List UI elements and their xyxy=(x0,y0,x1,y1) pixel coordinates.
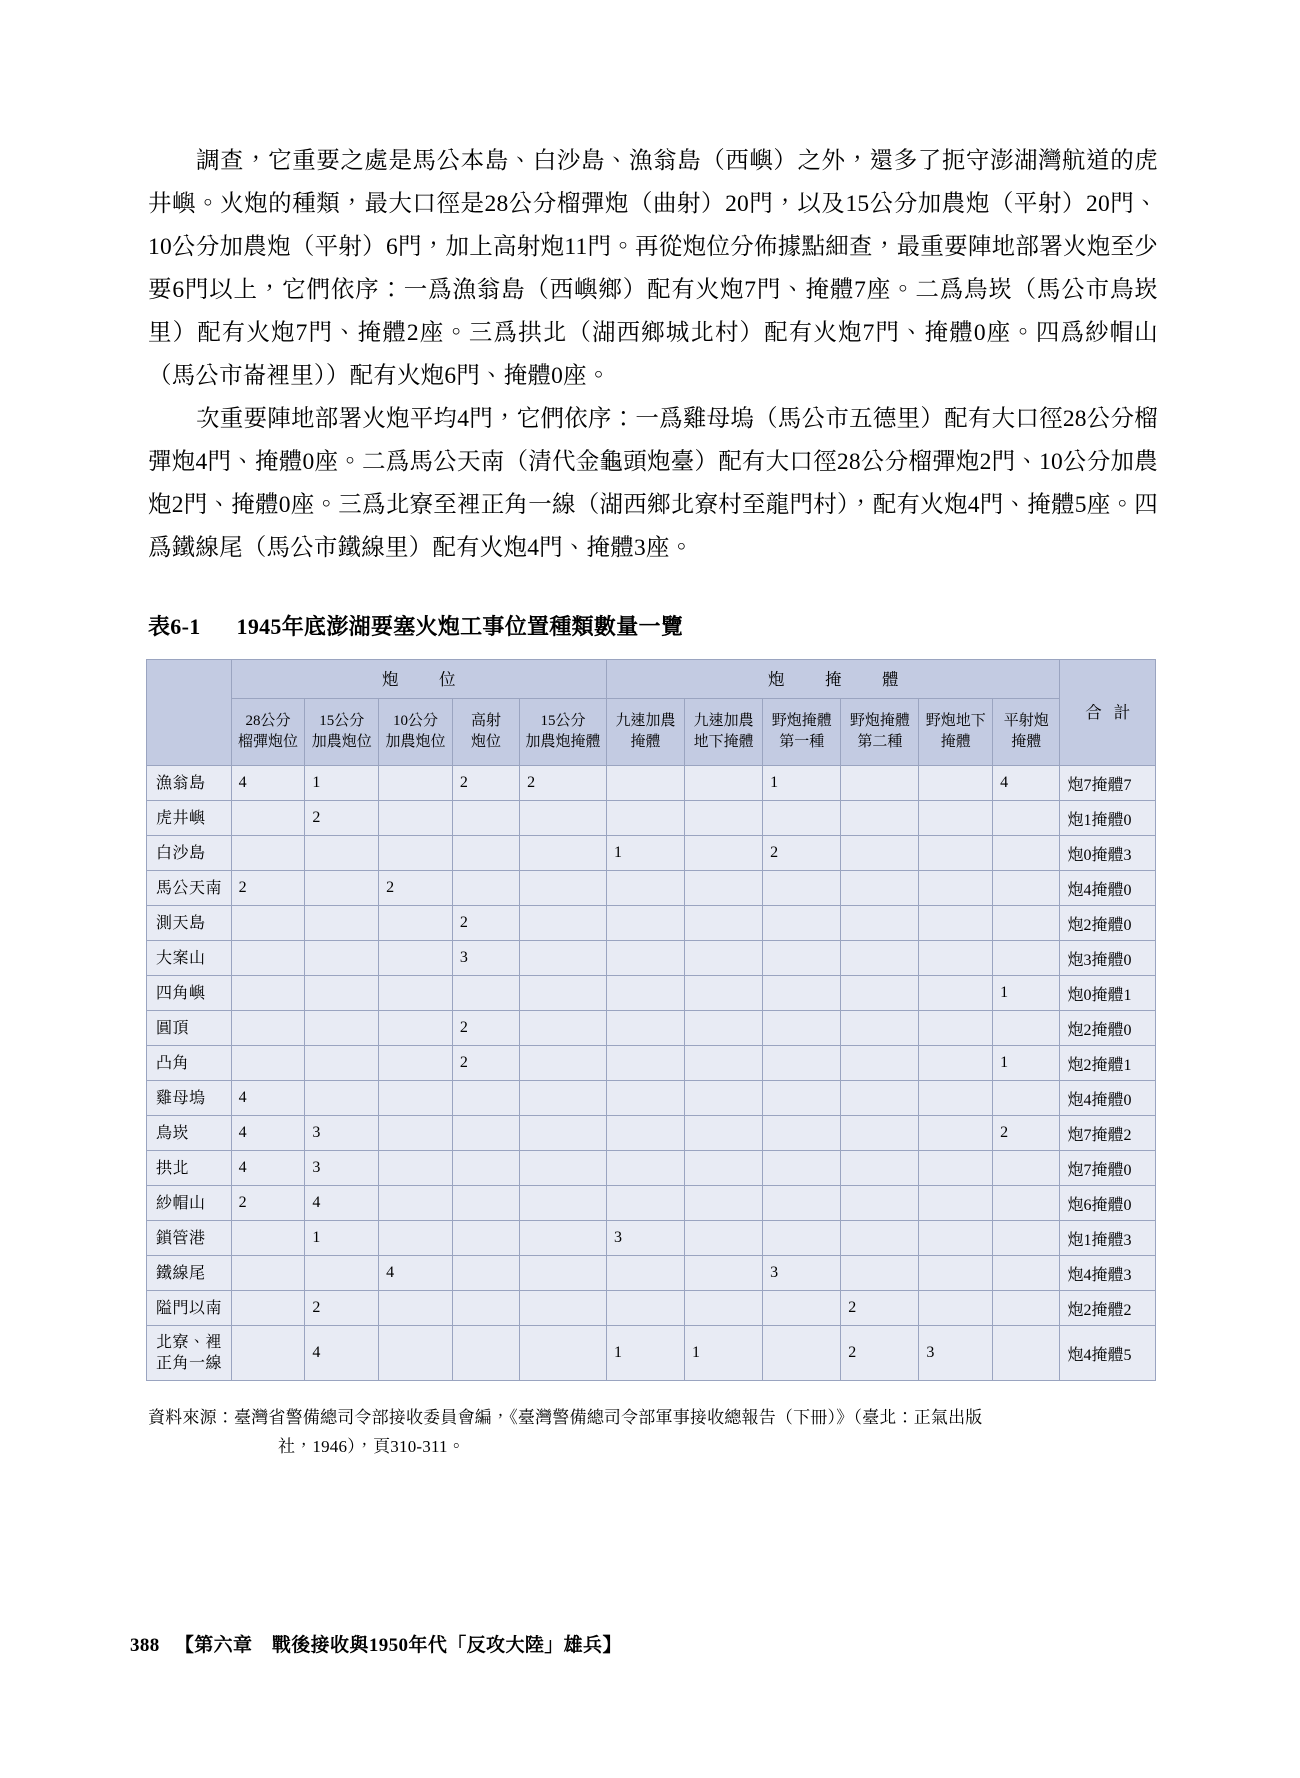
cell-value xyxy=(231,801,305,836)
cell-value xyxy=(520,1256,607,1291)
cell-value: 3 xyxy=(305,1116,379,1151)
cell-value xyxy=(231,1291,305,1326)
cell-value xyxy=(606,1151,684,1186)
column-header-3: 10公分 加農炮位 xyxy=(379,699,453,766)
cell-value xyxy=(305,1011,379,1046)
table-row xyxy=(147,1221,1156,1256)
row-label: 鳥崁 xyxy=(147,1116,232,1151)
cell-value xyxy=(919,1011,993,1046)
cell-value xyxy=(452,1116,519,1151)
cell-value xyxy=(520,1221,607,1256)
row-total: 炮7掩體7 xyxy=(1060,766,1156,801)
cell-value xyxy=(841,941,919,976)
cell-value xyxy=(379,976,453,1011)
column-header-6: 九速加農 掩體 xyxy=(606,699,684,766)
table-body xyxy=(147,766,1156,1381)
table-row xyxy=(147,941,1156,976)
cell-value xyxy=(379,1326,453,1381)
column-header-5: 15公分 加農炮掩體 xyxy=(520,699,607,766)
row-total: 炮6掩體0 xyxy=(1060,1186,1156,1221)
cell-value xyxy=(685,1081,763,1116)
cell-value xyxy=(685,1221,763,1256)
source-line-1: 臺灣省警備總司令部接收委員會編，《臺灣警備總司令部軍事接收總報告（下冊）》（臺北：正氣出版 xyxy=(234,1408,983,1427)
cell-value xyxy=(520,1151,607,1186)
table-container xyxy=(146,659,1158,1381)
cell-value xyxy=(685,1046,763,1081)
row-total: 炮4掩體0 xyxy=(1060,1081,1156,1116)
cell-value xyxy=(231,836,305,871)
cell-value xyxy=(685,836,763,871)
row-label: 北寮、裡 正角一線 xyxy=(147,1326,232,1381)
cell-value xyxy=(305,976,379,1011)
cell-value: 1 xyxy=(606,836,684,871)
cell-value xyxy=(685,1256,763,1291)
cell-value xyxy=(379,1186,453,1221)
cell-value xyxy=(763,801,841,836)
row-total: 炮3掩體0 xyxy=(1060,941,1156,976)
cell-value xyxy=(606,1291,684,1326)
cell-value xyxy=(841,836,919,871)
cell-value xyxy=(379,1151,453,1186)
cell-value xyxy=(606,906,684,941)
cell-value: 1 xyxy=(685,1326,763,1381)
cell-value xyxy=(841,906,919,941)
cell-value xyxy=(452,836,519,871)
cell-value xyxy=(763,976,841,1011)
cell-value: 4 xyxy=(305,1326,379,1381)
table-row xyxy=(147,1291,1156,1326)
column-header-8: 野炮掩體 第一種 xyxy=(763,699,841,766)
table-group-header-row xyxy=(147,660,1156,699)
cell-value xyxy=(763,1326,841,1381)
cell-value xyxy=(305,836,379,871)
cell-value xyxy=(993,871,1060,906)
cell-value: 2 xyxy=(452,766,519,801)
source-line-2: 社，1946），頁310-311。 xyxy=(278,1437,465,1456)
cell-value xyxy=(452,1291,519,1326)
row-total: 炮2掩體0 xyxy=(1060,906,1156,941)
row-label: 鐵線尾 xyxy=(147,1256,232,1291)
cell-value xyxy=(520,871,607,906)
group-header-total: 合計 xyxy=(1060,660,1156,766)
cell-value xyxy=(520,906,607,941)
cell-value xyxy=(231,1221,305,1256)
cell-value xyxy=(606,941,684,976)
cell-value xyxy=(520,1291,607,1326)
cell-value xyxy=(452,1186,519,1221)
table-sub-header-row xyxy=(147,699,1156,766)
cell-value xyxy=(606,1081,684,1116)
row-total: 炮4掩體0 xyxy=(1060,871,1156,906)
cell-value xyxy=(606,766,684,801)
table-row xyxy=(147,906,1156,941)
row-label: 馬公天南 xyxy=(147,871,232,906)
cell-value xyxy=(763,871,841,906)
cell-value xyxy=(841,871,919,906)
cell-value xyxy=(520,1326,607,1381)
cell-value: 3 xyxy=(305,1151,379,1186)
row-label: 漁翁島 xyxy=(147,766,232,801)
row-label: 圓頂 xyxy=(147,1011,232,1046)
table-row xyxy=(147,1046,1156,1081)
cell-value xyxy=(763,1081,841,1116)
row-label: 白沙島 xyxy=(147,836,232,871)
cell-value: 1 xyxy=(763,766,841,801)
cell-value xyxy=(379,1081,453,1116)
cell-value: 1 xyxy=(305,766,379,801)
cell-value xyxy=(606,1046,684,1081)
cell-value: 1 xyxy=(993,976,1060,1011)
cell-value xyxy=(919,941,993,976)
column-header-9: 野炮掩體 第二種 xyxy=(841,699,919,766)
table-row xyxy=(147,1326,1156,1381)
cell-value xyxy=(379,1116,453,1151)
table-row xyxy=(147,1256,1156,1291)
cell-value xyxy=(520,1186,607,1221)
cell-value: 4 xyxy=(231,1151,305,1186)
cell-value xyxy=(919,1046,993,1081)
cell-value: 2 xyxy=(452,906,519,941)
cell-value: 2 xyxy=(379,871,453,906)
row-label: 虎井嶼 xyxy=(147,801,232,836)
cell-value xyxy=(379,766,453,801)
cell-value xyxy=(919,1221,993,1256)
cell-value xyxy=(685,906,763,941)
cell-value: 2 xyxy=(841,1326,919,1381)
cell-value xyxy=(685,801,763,836)
cell-value xyxy=(919,1116,993,1151)
cell-value xyxy=(452,1256,519,1291)
cell-value xyxy=(763,1221,841,1256)
cell-value xyxy=(993,1081,1060,1116)
cell-value xyxy=(305,871,379,906)
row-total: 炮1掩體0 xyxy=(1060,801,1156,836)
cell-value xyxy=(685,976,763,1011)
cell-value xyxy=(993,1221,1060,1256)
page-footer xyxy=(130,1630,622,1657)
row-label: 大案山 xyxy=(147,941,232,976)
column-header-1: 28公分 榴彈炮位 xyxy=(231,699,305,766)
cell-value: 2 xyxy=(231,871,305,906)
cell-value xyxy=(231,906,305,941)
group-header-gun-shelters: 炮 掩 體 xyxy=(606,660,1060,699)
cell-value: 2 xyxy=(452,1046,519,1081)
row-total: 炮7掩體0 xyxy=(1060,1151,1156,1186)
cell-value: 2 xyxy=(305,1291,379,1326)
cell-value xyxy=(606,801,684,836)
table-row xyxy=(147,801,1156,836)
cell-value xyxy=(919,801,993,836)
cell-value xyxy=(379,1221,453,1256)
row-total: 炮0掩體1 xyxy=(1060,976,1156,1011)
cell-value: 2 xyxy=(520,766,607,801)
cell-value xyxy=(231,1256,305,1291)
cell-value xyxy=(606,1186,684,1221)
cell-value xyxy=(685,1011,763,1046)
cell-value xyxy=(379,941,453,976)
cell-value xyxy=(452,1326,519,1381)
cell-value xyxy=(606,976,684,1011)
row-total: 炮1掩體3 xyxy=(1060,1221,1156,1256)
cell-value: 3 xyxy=(919,1326,993,1381)
table-caption-title: 1945年底澎湖要塞火炮工事位置種類數量一覽 xyxy=(236,614,684,639)
group-header-gun-positions: 炮 位 xyxy=(231,660,606,699)
cell-value xyxy=(841,1221,919,1256)
cell-value: 2 xyxy=(305,801,379,836)
table-caption xyxy=(148,610,1158,641)
row-label: 雞母塢 xyxy=(147,1081,232,1116)
row-label: 隘門以南 xyxy=(147,1291,232,1326)
column-header-2: 15公分 加農炮位 xyxy=(305,699,379,766)
cell-value: 4 xyxy=(993,766,1060,801)
cell-value xyxy=(841,801,919,836)
cell-value xyxy=(379,1011,453,1046)
cell-value xyxy=(452,801,519,836)
cell-value xyxy=(520,836,607,871)
cell-value xyxy=(841,1011,919,1046)
cell-value xyxy=(305,1256,379,1291)
cell-value xyxy=(763,1011,841,1046)
column-header-10: 野炮地下 掩體 xyxy=(919,699,993,766)
cell-value xyxy=(452,976,519,1011)
cell-value xyxy=(841,1186,919,1221)
artillery-table xyxy=(146,659,1156,1381)
cell-value xyxy=(685,1186,763,1221)
cell-value xyxy=(452,871,519,906)
cell-value xyxy=(919,766,993,801)
cell-value xyxy=(993,1011,1060,1046)
cell-value xyxy=(763,1116,841,1151)
cell-value xyxy=(231,1326,305,1381)
table-row xyxy=(147,1151,1156,1186)
table-row xyxy=(147,976,1156,1011)
cell-value xyxy=(919,976,993,1011)
table-row xyxy=(147,871,1156,906)
cell-value: 3 xyxy=(763,1256,841,1291)
cell-value xyxy=(993,1326,1060,1381)
cell-value xyxy=(993,906,1060,941)
row-label: 測天島 xyxy=(147,906,232,941)
cell-value xyxy=(379,801,453,836)
cell-value xyxy=(841,976,919,1011)
cell-value xyxy=(685,1151,763,1186)
cell-value xyxy=(685,1116,763,1151)
row-label: 鎖管港 xyxy=(147,1221,232,1256)
cell-value xyxy=(685,941,763,976)
table-corner-cell xyxy=(147,660,232,766)
cell-value xyxy=(606,1256,684,1291)
source-text xyxy=(234,1403,1158,1461)
cell-value xyxy=(520,1011,607,1046)
cell-value xyxy=(993,801,1060,836)
page-content xyxy=(148,140,1158,1461)
cell-value xyxy=(606,1011,684,1046)
cell-value xyxy=(919,1081,993,1116)
cell-value xyxy=(763,1186,841,1221)
cell-value: 4 xyxy=(231,1081,305,1116)
cell-value xyxy=(919,1186,993,1221)
source-label: 資料來源： xyxy=(148,1408,234,1427)
cell-value xyxy=(919,871,993,906)
row-total: 炮0掩體3 xyxy=(1060,836,1156,871)
cell-value xyxy=(379,1291,453,1326)
cell-value xyxy=(379,836,453,871)
footer-chapter-title: 【第六章 戰後接收與1950年代「反攻大陸」雄兵】 xyxy=(174,1635,622,1656)
cell-value xyxy=(305,1046,379,1081)
cell-value xyxy=(763,1046,841,1081)
cell-value: 1 xyxy=(993,1046,1060,1081)
cell-value xyxy=(919,1291,993,1326)
cell-value xyxy=(993,1151,1060,1186)
cell-value: 2 xyxy=(452,1011,519,1046)
cell-value xyxy=(520,1081,607,1116)
cell-value xyxy=(305,1081,379,1116)
cell-value xyxy=(993,941,1060,976)
table-row xyxy=(147,1081,1156,1116)
cell-value xyxy=(993,1291,1060,1326)
cell-value xyxy=(305,941,379,976)
cell-value xyxy=(379,906,453,941)
cell-value xyxy=(841,766,919,801)
table-head xyxy=(147,660,1156,766)
cell-value xyxy=(763,1151,841,1186)
cell-value: 1 xyxy=(606,1326,684,1381)
cell-value xyxy=(919,1151,993,1186)
cell-value: 4 xyxy=(231,1116,305,1151)
cell-value xyxy=(231,941,305,976)
cell-value xyxy=(606,871,684,906)
cell-value xyxy=(841,1256,919,1291)
table-row xyxy=(147,1116,1156,1151)
row-total: 炮4掩體5 xyxy=(1060,1326,1156,1381)
row-total: 炮7掩體2 xyxy=(1060,1116,1156,1151)
cell-value xyxy=(685,871,763,906)
table-row xyxy=(147,1186,1156,1221)
column-header-4: 高射 炮位 xyxy=(452,699,519,766)
cell-value xyxy=(520,801,607,836)
cell-value: 1 xyxy=(305,1221,379,1256)
cell-value xyxy=(452,1221,519,1256)
row-total: 炮2掩體2 xyxy=(1060,1291,1156,1326)
cell-value xyxy=(231,976,305,1011)
table-caption-number: 表6-1 xyxy=(148,614,201,639)
cell-value: 4 xyxy=(231,766,305,801)
cell-value xyxy=(231,1046,305,1081)
body-paragraph-1: 調查，它重要之處是馬公本島、白沙島、漁翁島（西嶼）之外，還多了扼守澎湖灣航道的虎井嶼。火炮的種類，最大口徑是28公分榴彈炮（曲射）20門，以及15公分加農炮（平射）20門、10公分加農炮（平射）6門，加上高射炮11門。再從炮位分佈據點細查，最重要陣地部署火炮至少要6門以上，它們依序：一爲漁翁島（西嶼鄉）配有火炮7門、掩體7座。二爲鳥崁（馬公市鳥崁里）配有火炮7門、掩體2座。三爲拱北（湖西鄉城北村）配有火炮7門、掩體0座。四爲紗帽山（馬公市崙裡里））配有火炮6門、掩體0座。 xyxy=(148,148,1158,389)
cell-value xyxy=(841,1151,919,1186)
cell-value xyxy=(919,1256,993,1291)
cell-value xyxy=(606,1116,684,1151)
cell-value xyxy=(993,836,1060,871)
cell-value xyxy=(841,1116,919,1151)
cell-value xyxy=(520,941,607,976)
cell-value xyxy=(520,1116,607,1151)
cell-value: 2 xyxy=(993,1116,1060,1151)
cell-value xyxy=(685,766,763,801)
cell-value xyxy=(919,906,993,941)
cell-value xyxy=(841,1081,919,1116)
cell-value xyxy=(763,941,841,976)
cell-value: 3 xyxy=(606,1221,684,1256)
cell-value xyxy=(452,1081,519,1116)
cell-value xyxy=(763,1291,841,1326)
cell-value xyxy=(520,1046,607,1081)
row-total: 炮2掩體1 xyxy=(1060,1046,1156,1081)
cell-value xyxy=(919,836,993,871)
cell-value xyxy=(993,1256,1060,1291)
cell-value xyxy=(379,1046,453,1081)
footer-page-number: 388 xyxy=(130,1635,160,1656)
cell-value xyxy=(452,1151,519,1186)
row-label: 四角嶼 xyxy=(147,976,232,1011)
cell-value: 2 xyxy=(841,1291,919,1326)
column-header-11: 平射炮 掩體 xyxy=(993,699,1060,766)
cell-value xyxy=(305,906,379,941)
cell-value xyxy=(685,1291,763,1326)
column-header-7: 九速加農 地下掩體 xyxy=(685,699,763,766)
row-total: 炮2掩體0 xyxy=(1060,1011,1156,1046)
table-row xyxy=(147,836,1156,871)
body-paragraph-2: 次重要陣地部署火炮平均4門，它們依序：一爲雞母塢（馬公市五德里）配有大口徑28公分榴彈炮4門、掩體0座。二爲馬公天南（清代金龜頭炮臺）配有大口徑28公分榴彈炮2門、10公分加農炮2門、掩體0座。三爲北寮至裡正角一線（湖西鄉北寮村至龍門村），配有火炮4門、掩體5座。四爲鐵線尾（馬公市鐵線里）配有火炮4門、掩體3座。 xyxy=(148,406,1158,561)
cell-value: 2 xyxy=(763,836,841,871)
cell-value: 4 xyxy=(379,1256,453,1291)
cell-value: 3 xyxy=(452,941,519,976)
cell-value xyxy=(231,1011,305,1046)
cell-value: 2 xyxy=(231,1186,305,1221)
row-label: 紗帽山 xyxy=(147,1186,232,1221)
cell-value xyxy=(841,1046,919,1081)
row-label: 拱北 xyxy=(147,1151,232,1186)
source-note xyxy=(148,1403,1158,1461)
row-label: 凸角 xyxy=(147,1046,232,1081)
cell-value xyxy=(993,1186,1060,1221)
row-total: 炮4掩體3 xyxy=(1060,1256,1156,1291)
table-row xyxy=(147,766,1156,801)
cell-value: 4 xyxy=(305,1186,379,1221)
cell-value xyxy=(763,906,841,941)
table-row xyxy=(147,1011,1156,1046)
cell-value xyxy=(520,976,607,1011)
